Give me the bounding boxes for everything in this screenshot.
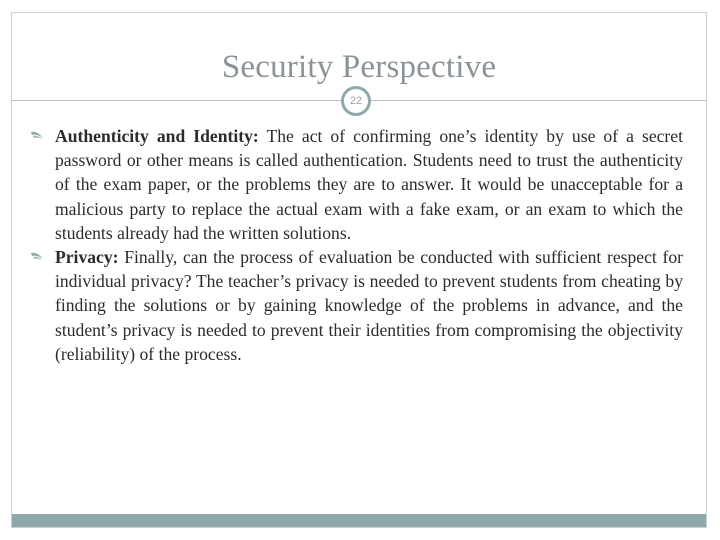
footer-bar xyxy=(12,514,706,527)
bullet-term: Authenticity and Identity: xyxy=(55,126,259,146)
page-number-badge xyxy=(341,86,371,116)
bullet-term: Privacy: xyxy=(55,247,119,268)
slide-title: Security Perspective xyxy=(221,49,497,85)
page-number: 22 xyxy=(349,95,363,107)
swoosh-bullet-icon xyxy=(29,247,45,267)
bullet-text: Finally, can the process of evaluation be conducted with sufficient respect for individual privacy? The teacher’s privacy is needed to prevent students from cheating by finding the solutions or by gaining knowledge of the problems in advance, and the student’s privacy is needed to prevent their identities from compromising the objectivity (reliability) of the process. xyxy=(55,247,683,364)
bullet-authenticity xyxy=(43,124,683,245)
bullet-text: The act of confirming one’s identity by use of a secret password or other means is called authentication. Students need to trust the authenticity of the exam paper, or the problems they are to answer. It would be unacceptable for a malicious party to replace the actual exam with a fake exam, or an exam to which the students already had the written solutions. xyxy=(55,126,683,243)
slide-body xyxy=(43,124,683,366)
bullet-privacy xyxy=(43,245,683,366)
swoosh-bullet-icon xyxy=(29,126,45,146)
